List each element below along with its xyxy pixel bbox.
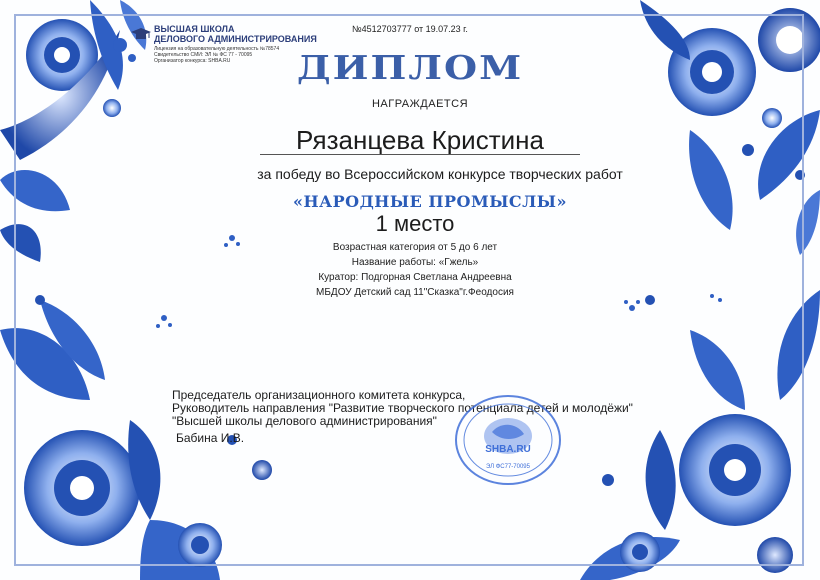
signature-line3: "Высшей школы делового администрирования" bbox=[172, 414, 437, 428]
document-number: №4512703777 от 19.07.23 г. bbox=[352, 24, 468, 34]
graduation-cap-icon bbox=[130, 27, 152, 41]
age-category: Возрастная категория от 5 до 6 лет bbox=[332, 242, 498, 253]
logo-title bbox=[154, 24, 317, 44]
logo-title-line1: ВЫСШАЯ ШКОЛА bbox=[154, 24, 235, 34]
awarded-label: НАГРАЖДАЕТСЯ bbox=[371, 98, 469, 110]
stamp-center-text: SHBA.RU bbox=[485, 444, 531, 455]
signer-name: Бабина И.В. bbox=[176, 431, 245, 445]
signature-line2: Руководитель направления "Развитие творческого потенциала детей и молодёжи" bbox=[172, 401, 633, 415]
logo-title-line2: ДЕЛОВОГО АДМИНИСТРИРОВАНИЯ bbox=[154, 34, 317, 44]
logo-media-cert: Свидетельство СМИ: ЭЛ № ФС 77 - 70095 bbox=[154, 52, 253, 58]
work-title: Название работы: «Гжель» bbox=[351, 257, 479, 268]
award-reason: за победу во Всероссийском конкурсе творческих работ bbox=[257, 166, 623, 182]
logo-organizer: Организатор конкурса: SHBA.RU bbox=[154, 58, 231, 64]
curator: Куратор: Подгорная Светлана Андреевна bbox=[318, 272, 512, 283]
place: 1 место bbox=[375, 211, 455, 236]
contest-name: «НАРОДНЫЕ ПРОМЫСЛЫ» bbox=[292, 192, 568, 211]
logo-license: Лицензия на образовательную деятельность №78574 bbox=[154, 46, 280, 52]
name-underline bbox=[260, 154, 580, 155]
stamp-bottom-text: ЭЛ ФС77-70095 bbox=[486, 464, 530, 470]
signature-line1: Председатель организационного комитета конкурса, bbox=[172, 388, 466, 402]
official-stamp bbox=[452, 392, 564, 488]
institution: МБДОУ Детский сад 11"Сказка"г.Феодосия bbox=[316, 287, 514, 298]
diploma-title: ДИПЛОМ bbox=[296, 48, 524, 87]
recipient-name: Рязанцева Кристина bbox=[296, 125, 544, 155]
